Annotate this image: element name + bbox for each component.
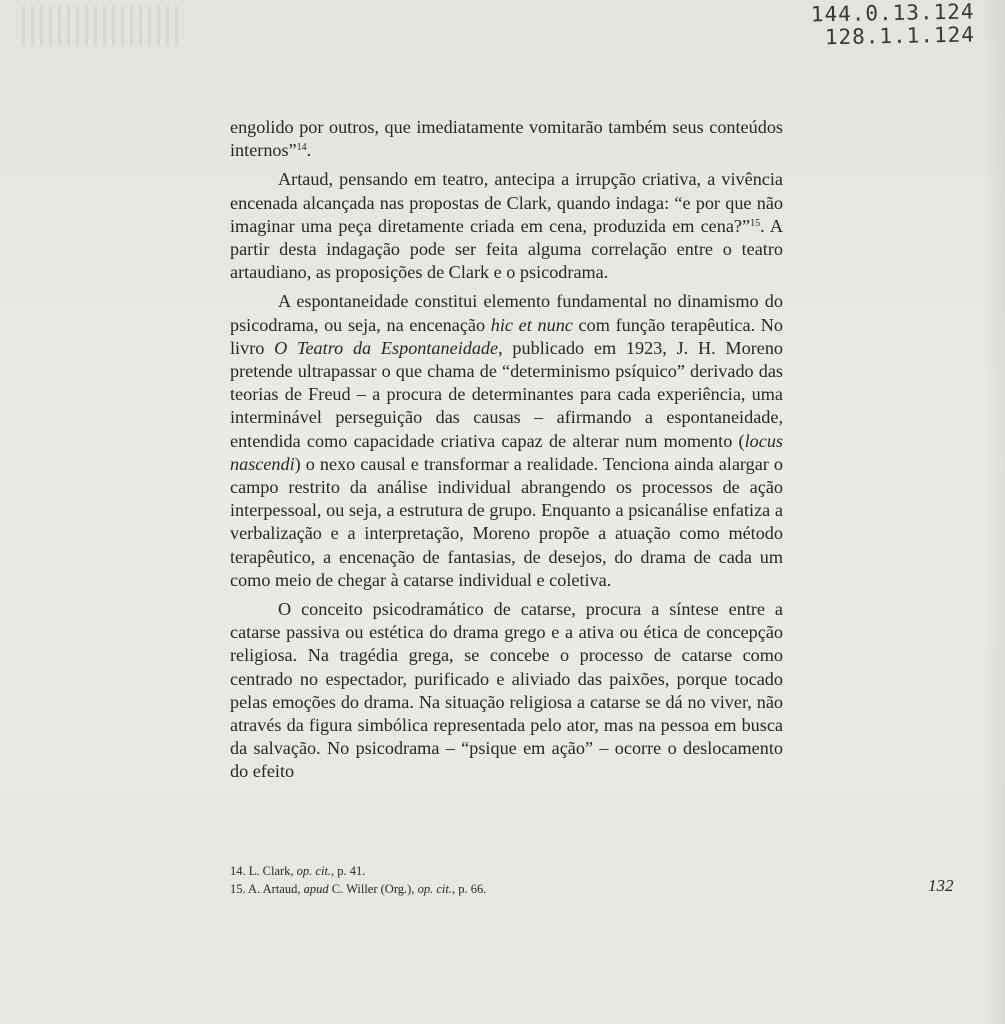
text-run: A espontaneidade constitui elemento fundamental no dinamismo do psicodrama, ou seja, na encenação [230, 291, 783, 335]
footnote-reference: 14 [296, 142, 307, 154]
paragraph [230, 290, 783, 592]
italic-text: O Teatro da Espontaneidade [274, 337, 499, 358]
footnote-reference: 15 [750, 217, 761, 229]
text-run: , p. 41. [331, 864, 366, 878]
footnote-14 [230, 862, 630, 880]
text-run: 14. L. Clark, [230, 864, 297, 878]
text-run: Artaud, pensando em teatro, antecipa a irrupção criativa, a vivência encenada alcançada nas propostas de Clark, quando indaga: “e por que não imaginar uma peça diretamente criada em cena, produzida em cena?” [230, 169, 783, 236]
handwritten-catalog-codes [811, 1, 975, 50]
italic-text: apud [303, 882, 329, 896]
page-edge-shadow [983, 0, 1005, 1024]
text-run: com função terapêutica. No livro [230, 314, 783, 358]
handwritten-code-1: 144.0.13.124 [810, 0, 975, 27]
handwritten-code-2: 128.1.1.124 [824, 22, 976, 50]
footnote-15 [230, 880, 630, 898]
text-run: C. Willer (Org.), [328, 882, 418, 896]
text-run: O conceito psicodramático de catarse, procura a síntese entre a catarse passiva ou estética do drama grego e a ativa ou ética de concepção religiosa. Na tragédia grega, se concebe o processo de catarse como centrado no espectador, purificado e aliviado das paixões, porque tocado pelas emoções do drama. Na situação religiosa a catarse se dá no viver, não através da figura simbólica representada pelo ator, mas na pessoa em busca da salvação. No psicodrama – “psique em ação” – ocorre o deslocamento do efeito [230, 599, 783, 782]
paragraph [230, 598, 783, 784]
italic-text: locus nascendi [230, 430, 783, 474]
text-run: . A partir desta indagação pode ser feita alguma correlação entre o teatro artaudiano, as proposições de Clark e o psicodrama. [230, 215, 783, 283]
bleed-through-ghost [18, 6, 178, 46]
page-number: 132 [928, 876, 954, 895]
text-run: . [306, 140, 312, 161]
body-text [230, 116, 783, 790]
footnotes [230, 862, 630, 898]
text-run: 15. A. Artaud, [230, 882, 304, 896]
text-run: , p. 66. [451, 882, 487, 896]
paragraph [230, 116, 783, 162]
text-run: engolido por outros, que imediatamente vomitarão também seus conteúdos internos” [230, 117, 783, 161]
italic-text: op. cit. [417, 882, 452, 896]
italic-text: hic et nunc [490, 314, 573, 335]
text-run: , publicado em 1923, J. H. Moreno pretende ultrapassar o que chama de “determinismo psíquico” derivado das teorias de Freud – a procura de determinantes para cada experiência, uma interminável perseguição das causas – afirmando a espontaneidade, entendida como capacidade criativa capaz de alterar num momento ( [230, 337, 784, 451]
text-run: ) o nexo causal e transformar a realidade. Tenciona ainda alargar o campo restrito da análise individual abrangendo os processos de ação interpessoal, ou seja, a estrutura de grupo. Enquanto a psicanálise enfatiza a verbalização e a interpretação, Moreno propõe a atuação como método terapêutico, a encenação de fantasias, de desejos, do drama de cada um como meio de chegar à catarse individual e coletiva. [230, 453, 783, 590]
italic-text: op. cit. [296, 864, 332, 878]
paragraph [230, 168, 783, 284]
